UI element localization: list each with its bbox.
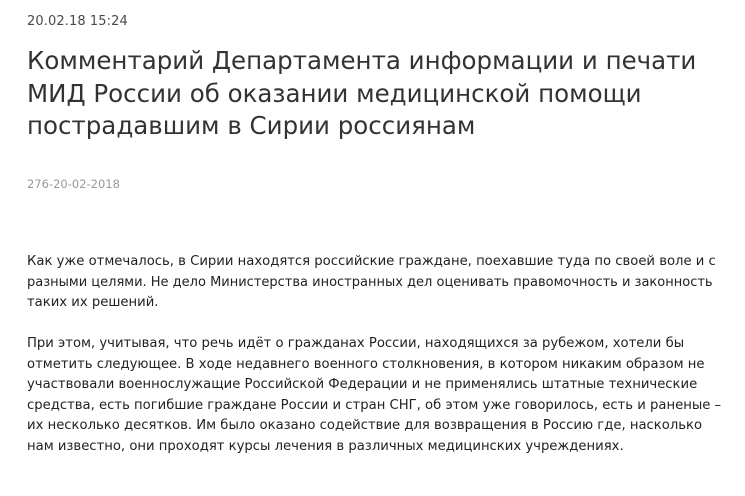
paragraph-line: средства, есть погибшие граждане России и стран СНГ, об этом уже говорилось, есть и раненые – xyxy=(27,397,722,413)
article-paragraph xyxy=(27,334,721,457)
paragraph-line: таких их решений. xyxy=(27,295,159,310)
paragraph-line: отметить следующее. В ходе недавнего военного столкновения, в котором никаким образом не xyxy=(27,356,705,372)
paragraph-line: участвовали военнослужащие Российской Федерации и не применялись штатные технические xyxy=(27,377,698,392)
paragraph-line: их несколько десятков. Им было оказано содействие для возвращения в Россию где, насколько xyxy=(27,418,703,433)
title-line: Комментарий Департамента информации и печати xyxy=(27,46,697,75)
document-number: 276-20-02-2018 xyxy=(27,177,120,191)
article-paragraph xyxy=(27,252,721,314)
title-line: пострадавшим в Сирии россиянам xyxy=(27,111,476,140)
publication-date: 20.02.18 15:24 xyxy=(27,14,128,29)
paragraph-line: При этом, учитывая, что речь идёт о гражданах России, находящихся за рубежом, хотели бы xyxy=(27,336,685,351)
paragraph-line: нам известно, они проходят курсы лечения в различных медицинских учреждениях. xyxy=(27,438,624,454)
paragraph-line: разными целями. Не дело Министерства иностранных дел оценивать правомочность и законность xyxy=(27,274,713,290)
title-line: МИД России об оказании медицинской помощи xyxy=(27,78,642,108)
article-title xyxy=(27,45,721,143)
paragraph-line: Как уже отмечалось, в Сирии находятся российские граждане, поехавшие туда по своей воле и с xyxy=(27,254,716,269)
